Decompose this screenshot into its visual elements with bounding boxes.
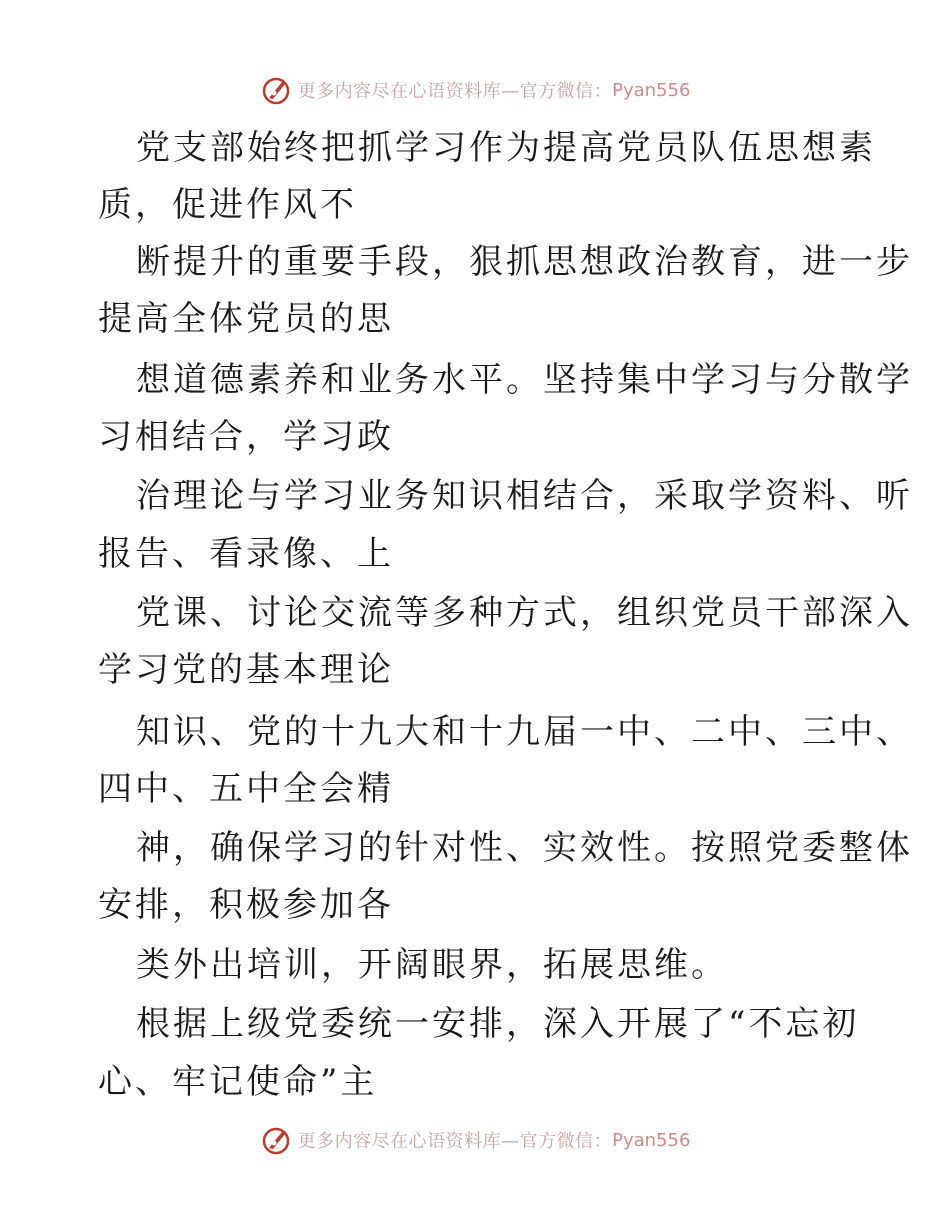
text-line: 知识、党的十九大和十九届一中、二中、三中、 (136, 712, 913, 752)
text-line: 心、牢记使命”主 (98, 1062, 378, 1102)
footer-banner (0, 1120, 950, 1160)
text-line: 党课、讨论交流等多种方式，组织党员干部深入 (136, 593, 913, 633)
header-banner (0, 70, 950, 110)
text-line: 四中、五中全会精 (98, 769, 394, 809)
text-line: 党支部始终把抓学习作为提高党员队伍思想素 (136, 128, 876, 168)
text-line: 类外出培训，开阔眼界，拓展思维。 (136, 945, 728, 985)
banner-text: 更多内容尽在心语资料库—官方微信： (297, 81, 613, 102)
banner-text: 更多内容尽在心语资料库—官方微信： (297, 1131, 613, 1152)
text-line: 想道德素养和业务水平。坚持集中学习与分散学 (136, 360, 913, 400)
text-line: 安排，积极参加各 (98, 885, 394, 925)
wechat-id: Pyan556 (612, 1129, 691, 1151)
text-line: 学习党的基本理论 (98, 650, 394, 690)
wechat-id: Pyan556 (612, 79, 691, 101)
text-line: 报告、看录像、上 (98, 534, 394, 574)
quill-pen-seal-icon (260, 1124, 292, 1156)
quill-pen-seal-icon (260, 74, 292, 106)
text-line: 习相结合，学习政 (98, 417, 394, 457)
text-line: 提高全体党员的思 (98, 299, 394, 339)
text-line: 断提升的重要手段，狠抓思想政治教育，进一步 (136, 242, 913, 282)
text-line: 神，确保学习的针对性、实效性。按照党委整体 (136, 828, 913, 868)
text-line: 根据上级党委统一安排，深入开展了“不忘初 (136, 1004, 860, 1044)
text-line: 治理论与学习业务知识相结合，采取学资料、听 (136, 476, 913, 516)
text-line: 质，促进作风不 (98, 185, 357, 225)
